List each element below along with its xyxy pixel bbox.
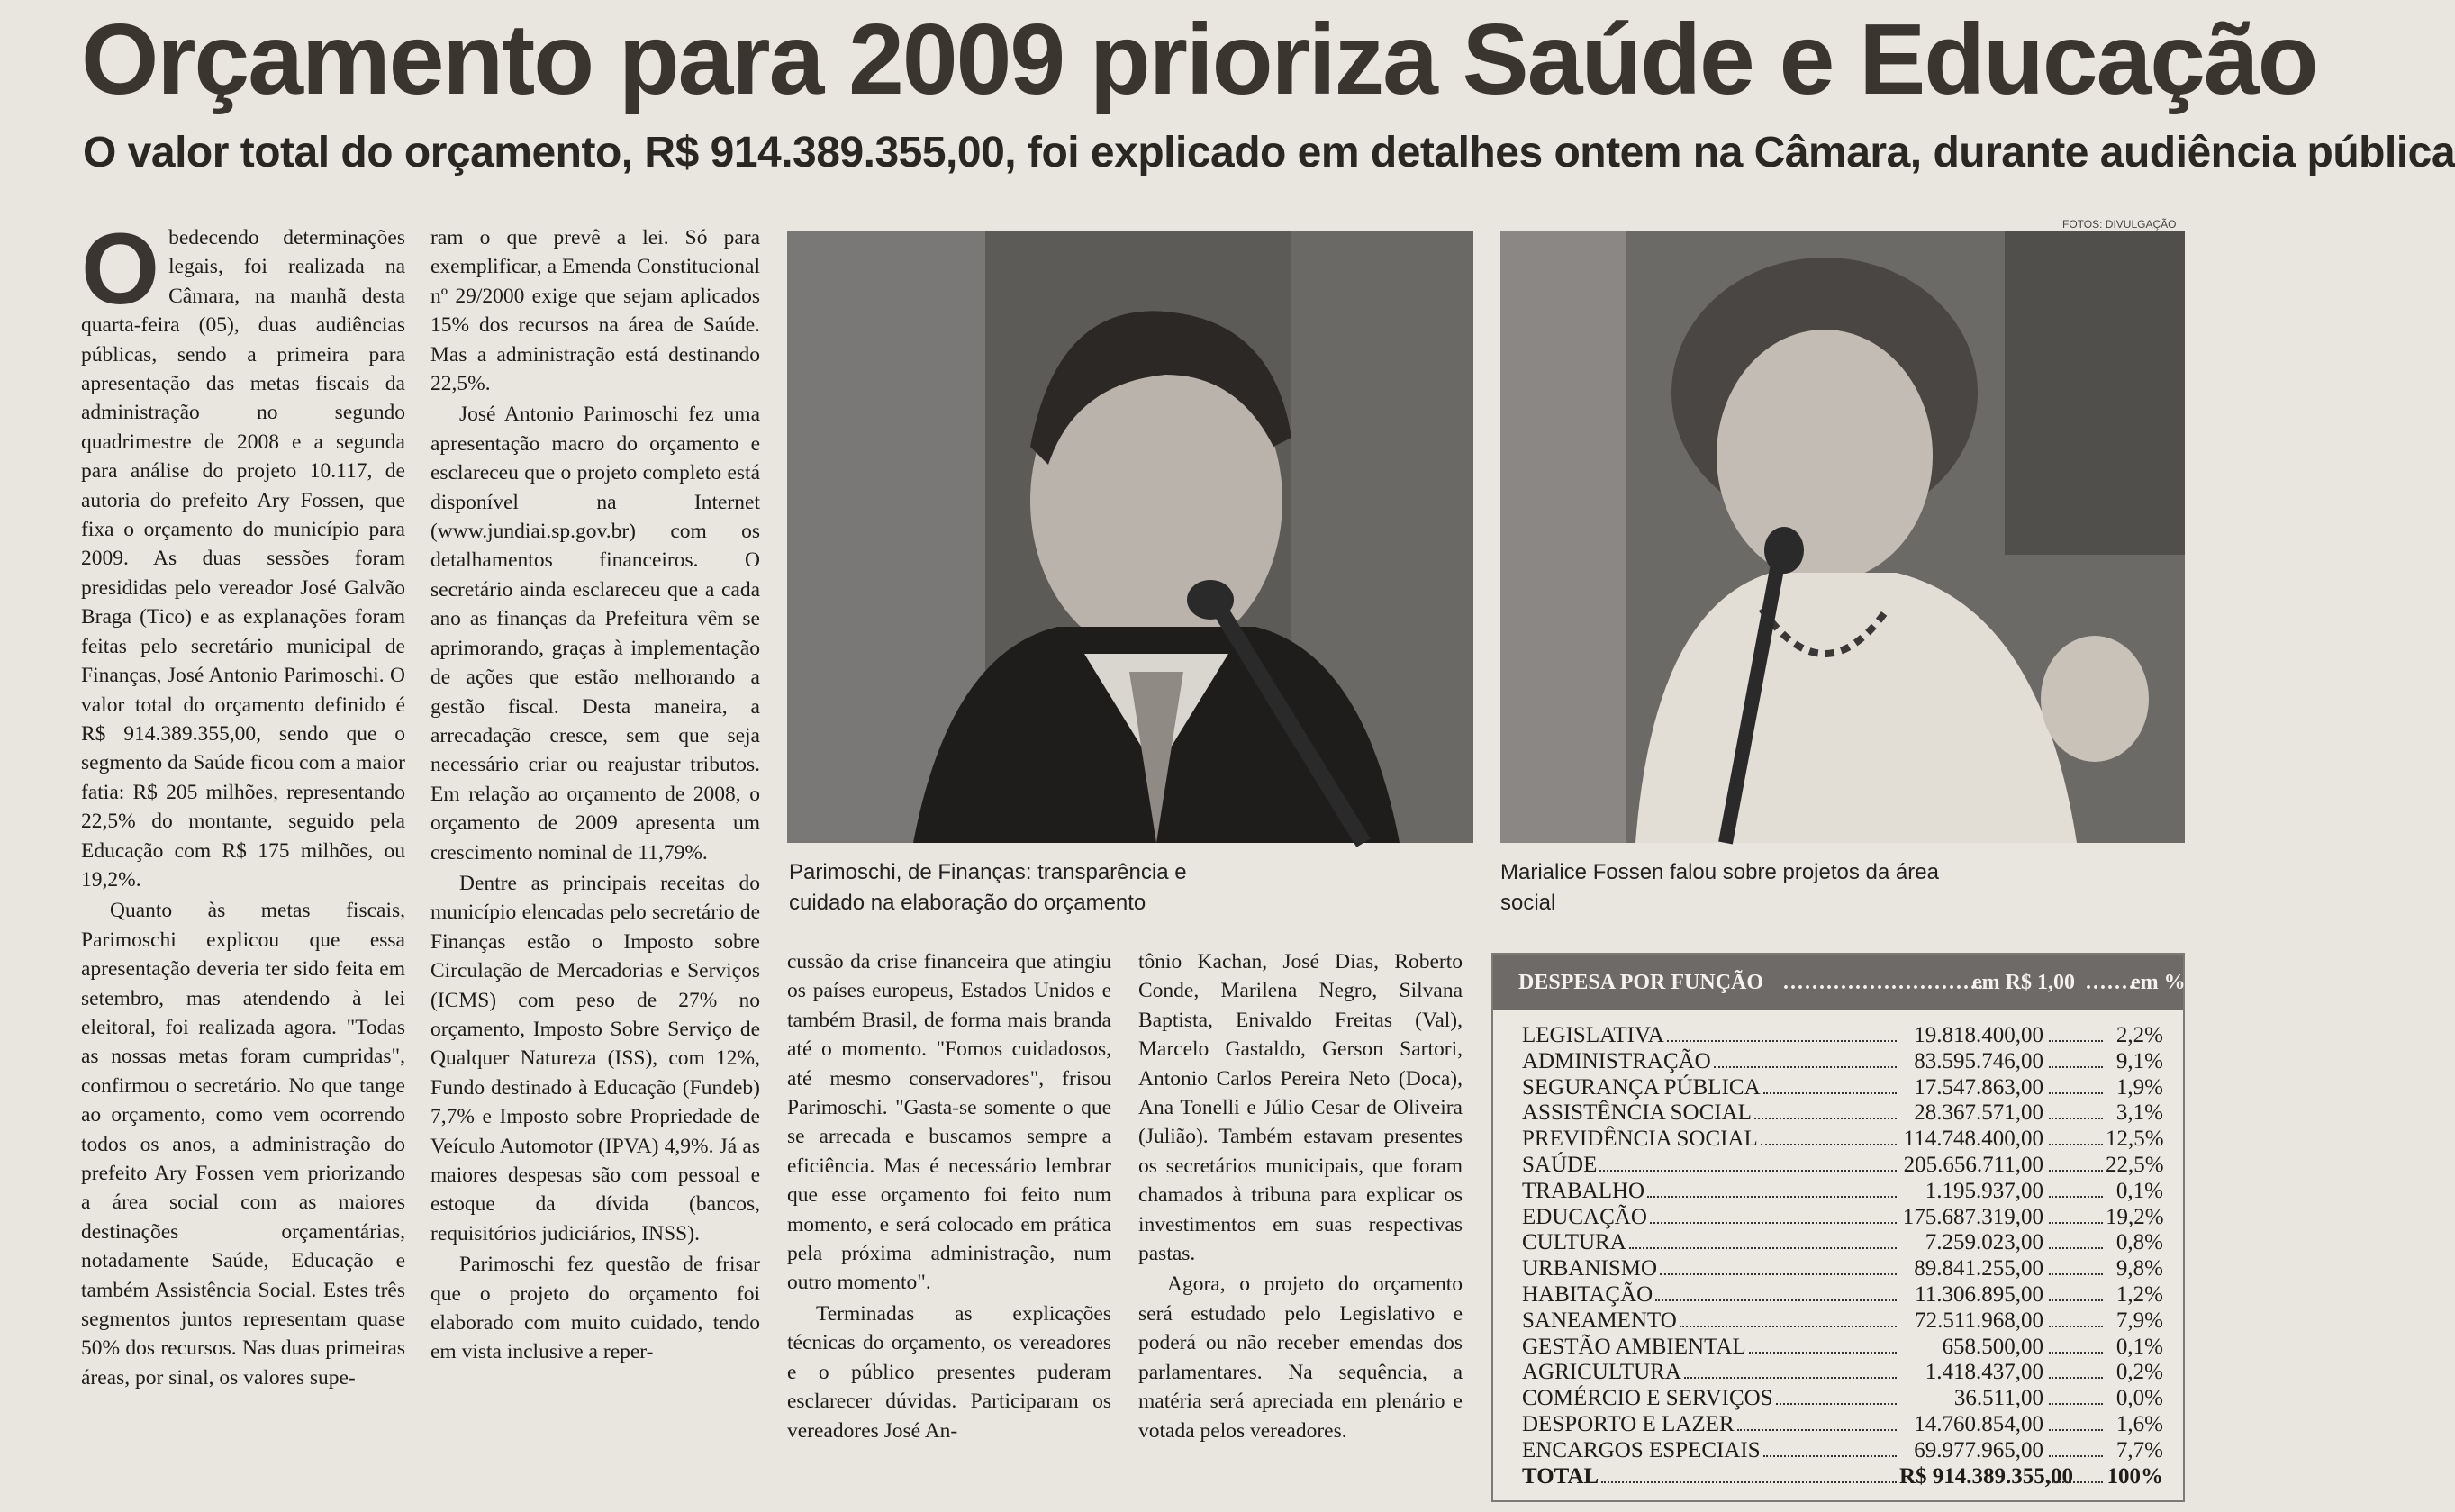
budget-row-value: 114.748.400,00 [1903, 1127, 2043, 1152]
budget-row [1522, 1049, 2163, 1075]
budget-row-label: COMÉRCIO E SERVIÇOS [1522, 1386, 1773, 1411]
budget-row-value: 28.367.571,00 [1914, 1100, 2043, 1126]
dot-leader [1684, 1377, 1897, 1379]
photo-parimoschi [787, 231, 1473, 843]
article-column-3 [787, 947, 1111, 1445]
budget-row [1522, 1360, 2163, 1386]
budget-row-label: EDUCAÇÃO [1522, 1204, 1647, 1229]
budget-row-label: URBANISMO [1522, 1256, 1658, 1281]
budget-row-percent: 100% [2106, 1463, 2163, 1489]
budget-row [1522, 1127, 2163, 1153]
budget-row-percent: 1,2% [2115, 1281, 2163, 1307]
dot-leader [1749, 1352, 1897, 1354]
header-leader: ....... [2086, 971, 2136, 994]
dot-leader [2049, 1326, 2103, 1327]
article-paragraph: Terminadas as explicações técnicas do orçamento, os vereadores e o público presentes puderam esclarecer dúvidas. Participaram os vereadores José An- [787, 1301, 1111, 1443]
article-paragraph: Parimoschi fez questão de frisar que o projeto do orçamento foi elaborado com muito cuidado, tendo em vista inclusive a reper- [430, 1253, 760, 1364]
budget-row-percent: 22,5% [2106, 1152, 2164, 1177]
dot-leader [2049, 1299, 2103, 1301]
budget-rows [1493, 1010, 2183, 1489]
budget-row-value: 175.687.319,00 [1902, 1204, 2043, 1229]
dot-leader [1601, 1481, 1897, 1483]
dot-leader [2049, 1092, 2103, 1094]
dot-leader [1599, 1170, 1897, 1172]
budget-row-label: GESTÃO AMBIENTAL [1522, 1334, 1746, 1359]
dot-leader [2049, 1170, 2103, 1172]
article-paragraph: Obedecendo determinações legais, foi realizada na Câmara, na manhã desta quarta-feira (05), duas audiências públicas, sendo a primeira para apresentação das metas fiscais da administração no segundo quadrimestre de 2008 e a segunda para análise do projeto 10.117, de autoria do prefeito Ary Fossen, que fixa o orçamento do município para 2009. As duas sessões foram presididas pelo vereador José Galvão Braga (Tico) e as explanações foram feitas pelo secretário municipal de Finanças, José Antonio Parimoschi. O valor total do orçamento definido é R$ 914.389.355,00, sendo que o segmento da Saúde ficou com a maior fatia: R$ 205 milhões, representando 22,5% do montante, seguido pela Educação com R$ 175 milhões, ou 19,2%. [81, 213, 405, 892]
dot-leader [2049, 1247, 2103, 1249]
budget-row-label: SANEAMENTO [1522, 1308, 1677, 1333]
budget-row [1522, 1282, 2163, 1308]
budget-row-value: 72.511.968,00 [1915, 1308, 2043, 1333]
header-leader: ............................ [1783, 971, 1985, 994]
article-paragraph: cussão da crise financeira que atingiu os países europeus, Estados Unidos e também Brasil, de forma mais branda até o momento. "Fomos cuidadosos, até mesmo conservadores", frisou Parimoschi. "Gasta-se somente o que se arrecada e buscamos sempre a eficiência. Mas é necessário lembrar que esse orçamento foi feito num momento, e será colocado em prática pela próxima administração, num outro momento". [787, 950, 1111, 1295]
budget-row-value: 36.511,00 [1953, 1386, 2043, 1411]
dot-leader [1761, 1144, 1897, 1145]
budget-total-row [1522, 1464, 2163, 1490]
woman-speaking-photo-icon [1500, 231, 2185, 843]
budget-row [1522, 1153, 2163, 1179]
table-col-pct: em % [2131, 971, 2186, 994]
dot-leader [1650, 1222, 1897, 1224]
photo-credit: FOTOS: DIVULGAÇÃO [2062, 218, 2177, 231]
article-paragraph: Quanto às metas fiscais, Parimoschi explicou que essa apresentação deveria ter sido feita em setembro, mas atendendo à lei eleitoral, foi realizada agora. "Todas as nossas metas foram cumpridas", confirmou o secretário. No que tange ao orçamento, como vem ocorrendo todos os anos, a administração do prefeito Ary Fossen vem priorizando a área social com as maiores destinações orçamentárias, notadamente Saúde, Educação e também Assistência Social. Estes três segmentos juntos representam quase 50% dos recursos. Nas duas primeiras áreas, por sinal, os valores supe- [81, 899, 405, 1390]
photo-marialice [1500, 231, 2185, 843]
budget-row-value: 1.418.437,00 [1925, 1360, 2043, 1385]
budget-row-label: HABITAÇÃO [1522, 1281, 1653, 1307]
dot-leader [2049, 1455, 2103, 1457]
budget-row [1522, 1308, 2163, 1335]
dot-leader [2049, 1222, 2103, 1224]
dot-leader [1763, 1092, 1897, 1094]
budget-row-label: PREVIDÊNCIA SOCIAL [1522, 1127, 1758, 1152]
budget-row [1522, 1230, 2163, 1256]
table-col-value: em R$ 1,00 [1972, 971, 2075, 994]
dot-leader [2049, 1481, 2103, 1483]
dot-leader [2049, 1403, 2103, 1405]
man-speaking-photo-icon [787, 231, 1473, 843]
budget-row-percent: 1,6% [2115, 1411, 2163, 1436]
budget-row-percent: 9,8% [2115, 1256, 2163, 1281]
dot-leader [2049, 1352, 2103, 1354]
dot-leader [1660, 1273, 1897, 1275]
budget-row [1522, 1438, 2163, 1464]
article-paragraph: tônio Kachan, José Dias, Roberto Conde, Marilena Negro, Silvana Baptista, Enivaldo Freitas (Val), Marcelo Gastaldo, Gerson Sartori, Antonio Carlos Pereira Neto (Doca), Ana Tonelli e Júlio Cesar de Oliveira (Julião). Também estavam presentes os secretários municipais, que foram chamados à tribuna para explicar os investimentos em suas respectivas pastas. [1138, 950, 1463, 1266]
dot-leader [2049, 1066, 2103, 1068]
budget-row-value: 69.977.965,00 [1914, 1437, 2043, 1462]
dot-leader [2049, 1429, 2103, 1431]
article-paragraph: Agora, o projeto do orçamento será estudado pelo Legislativo e poderá ou não receber emendas dos parlamentares. Na sequência, a matéria será apreciada em plenário e votada pelos vereadores. [1138, 1272, 1463, 1443]
budget-row-value: 17.547.863,00 [1914, 1074, 2043, 1100]
article-column-1 [81, 213, 405, 1392]
budget-row-percent: 0,1% [2115, 1178, 2163, 1203]
budget-row [1522, 1335, 2163, 1361]
budget-row [1522, 1386, 2163, 1412]
article-paragraph: ram o que prevê a lei. Só para exemplificar, a Emenda Constitucional nº 29/2000 exige que sejam aplicados 15% dos recursos na área de Saúde. Mas a administração está destinando 22,5%. [430, 226, 760, 396]
dot-leader [2049, 1377, 2103, 1379]
budget-row-label: DESPORTO E LAZER [1522, 1411, 1735, 1436]
budget-row-value: 14.760.854,00 [1914, 1411, 2043, 1436]
budget-row-label: SAÚDE [1522, 1152, 1598, 1177]
budget-row-percent: 0,8% [2115, 1230, 2163, 1255]
photo-caption-1: Parimoschi, de Finanças: transparência e cuidado na elaboração do orçamento [789, 860, 1187, 915]
dot-leader [1714, 1066, 1897, 1068]
budget-row-percent: 0,1% [2115, 1334, 2163, 1359]
budget-row-percent: 0,2% [2115, 1360, 2163, 1385]
headline: Orçamento para 2009 prioriza Saúde e Educação [81, 4, 2317, 115]
budget-row-label: ASSISTÊNCIA SOCIAL [1522, 1100, 1752, 1126]
budget-row-label: ADMINISTRAÇÃO [1522, 1048, 1711, 1073]
dot-leader [2049, 1273, 2103, 1275]
dot-leader [1737, 1429, 1897, 1431]
budget-row-percent: 2,2% [2115, 1023, 2163, 1047]
dot-leader [1776, 1403, 1897, 1405]
budget-row-percent: 1,9% [2115, 1074, 2163, 1100]
budget-row-percent: 0,0% [2115, 1386, 2163, 1411]
photo-caption-2: Marialice Fossen falou sobre projetos da área social [1500, 860, 1939, 915]
budget-table [1491, 953, 2185, 1502]
table-title: DESPESA POR FUNÇÃO [1518, 971, 1764, 994]
budget-row-value: 1.195.937,00 [1925, 1178, 2043, 1203]
budget-row [1522, 1100, 2163, 1127]
budget-row-label: CULTURA [1522, 1230, 1626, 1255]
dot-leader [1655, 1299, 1897, 1301]
budget-row-value: 83.595.746,00 [1914, 1048, 2043, 1073]
dot-leader [2049, 1118, 2103, 1119]
budget-row [1522, 1256, 2163, 1282]
budget-row-percent: 19,2% [2106, 1204, 2164, 1229]
budget-row-label: TOTAL [1522, 1463, 1599, 1489]
article-column-2 [430, 223, 760, 1367]
budget-row [1522, 1075, 2163, 1101]
budget-row-percent: 7,9% [2115, 1308, 2163, 1333]
budget-row-label: AGRICULTURA [1522, 1360, 1681, 1385]
article-column-4 [1138, 947, 1463, 1445]
budget-row-value: 205.656.711,00 [1903, 1152, 2043, 1177]
dot-leader [1754, 1118, 1897, 1119]
budget-row-value: 89.841.255,00 [1914, 1256, 2043, 1281]
dot-leader [1629, 1247, 1897, 1249]
article-paragraph: José Antonio Parimoschi fez uma apresentação macro do orçamento e esclareceu que o projeto completo está disponível na Internet (www.jundiai.sp.gov.br) com os detalhamentos financeiros. O secretário ainda esclareceu que a cada ano as finanças da Prefeitura vêm se aprimorando, graças à implementação de ações que estão melhorando a gestão fiscal. Desta maneira, a arrecadação cresce, sem que seja necessário criar ou reajustar tributos. Em relação ao orçamento de 2008, o orçamento de 2009 apresenta um crescimento nominal de 11,79%. [430, 403, 760, 865]
budget-row-percent: 3,1% [2115, 1100, 2163, 1126]
budget-row-percent: 9,1% [2115, 1048, 2163, 1073]
budget-row-label: SEGURANÇA PÚBLICA [1522, 1074, 1761, 1100]
subtitle: O valor total do orçamento, R$ 914.389.355,00, foi explicado em detalhes ontem na Câmara, durante audiência pública [83, 129, 2455, 177]
dot-leader [1763, 1455, 1897, 1457]
budget-row-label: ENCARGOS ESPECIAIS [1522, 1437, 1761, 1462]
dot-leader [2049, 1196, 2103, 1198]
article-paragraph: Dentre as principais receitas do município elencadas pelo secretário de Finanças estão o Imposto sobre Circulação de Mercadorias e Serviços (ICMS) com peso de 27% no orçamento, Imposto Sobre Serviço de Qualquer Natureza (ISS), com 12%, Fundo destinado à Educação (Fundeb) 7,7% e Imposto sobre Propriedade de Veículo Automotor (IPVA) 4,9%. Já as maiores despesas são com pessoal e estoque da dívida (bancos, requisitórios judiciários, INSS). [430, 871, 760, 1245]
dot-leader [1680, 1326, 1897, 1327]
budget-row [1522, 1023, 2163, 1049]
budget-row [1522, 1205, 2163, 1231]
budget-row [1522, 1179, 2163, 1205]
dot-leader [1667, 1040, 1897, 1042]
budget-row-value: 7.259.023,00 [1925, 1230, 2043, 1255]
budget-row-percent: 7,7% [2115, 1437, 2163, 1462]
dot-leader [1647, 1196, 1897, 1198]
dot-leader [2049, 1040, 2103, 1042]
budget-row-label: TRABALHO [1522, 1178, 1645, 1203]
budget-row-percent: 12,5% [2106, 1127, 2164, 1152]
budget-row-value: 19.818.400,00 [1914, 1023, 2043, 1047]
budget-table-header [1493, 955, 2186, 1010]
budget-row-label: LEGISLATIVA [1522, 1023, 1664, 1047]
budget-row [1522, 1412, 2163, 1438]
dot-leader [2049, 1144, 2103, 1145]
drop-cap: O [81, 213, 160, 325]
budget-row-value: R$ 914.389.355,00 [1899, 1463, 2074, 1489]
budget-row-value: 11.306.895,00 [1915, 1281, 2043, 1307]
budget-row-value: 658.500,00 [1942, 1334, 2043, 1359]
